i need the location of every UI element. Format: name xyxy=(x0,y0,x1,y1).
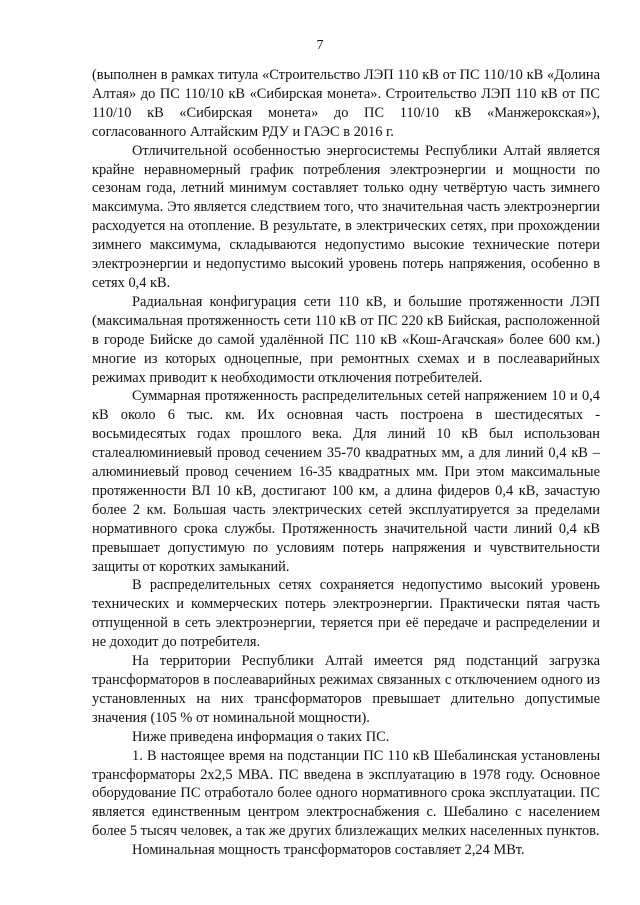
paragraph-substation-intro: Ниже приведена информация о таких ПС. xyxy=(132,728,390,745)
paragraph-substation-loading: На территории Республики Алтай имеется ряд подстанций загрузка трансформаторов в послеаварийных режимах связанных с отключением одного из установленных на них трансформаторов превышает длительно допустимые значения (105 % от номинальной мощности). xyxy=(92,653,600,726)
paragraph-shebalinskaya: 1. В настоящее время на подстанции ПС 110 кВ Шебалинская установлены трансформаторы 2х2,5 МВА. ПС введена в эксплуатацию в 1978 году. Основное оборудование ПС отработало более одного нормативного срока эксплуатации. ПС является единственным центром электроснабжения с. Шебалино с населением более 5 тысяч человек, а так же других близлежащих мелких населенных пунктов. xyxy=(92,747,600,840)
paragraph-radial-configuration: Радиальная конфигурация сети 110 кВ, и большие протяженности ЛЭП (максимальная протяженность сети 110 кВ от ПС 220 кВ Бийская, расположенной в городе Бийске до самой удалённой ПС 110 кВ «Кош-Агачская» более 600 км.) многие из которых одноцепные, при ремонтных схемах и в послеаварийных режимах приводит к необходимости отключения потребителей. xyxy=(92,293,600,386)
page-number: 7 xyxy=(316,38,324,53)
paragraph-continuation: (выполнен в рамках титула «Строительство ЛЭП 110 кВ от ПС 110/10 кВ «Долина Алтая» до ПС 110/10 кВ «Сибирская монета». Строительство ЛЭП 110 кВ от ПС 110/10 кВ «Сибирская монета» до ПС 110/10 кВ «Манжерокская»), согласованного Алтайским РДУ и ГАЭС в 2016 г. xyxy=(92,67,600,140)
paragraph-rated-power: Номинальная мощность трансформаторов составляет 2,24 МВт. xyxy=(132,842,525,859)
document-body xyxy=(92,66,600,860)
paragraph-distribution-networks: Суммарная протяженность распределительных сетей напряжением 10 и 0,4 кВ около 6 тыс. км. Их основная часть построена в шестидесятых - восьмидесятых годах прошлого века. Для линий 10 кВ был использован сталеалюминиевый провод сечением 35-70 квадратных мм, а для линий 0,4 кВ – алюминиевый провод сечением 16-35 квадратных мм. При этом максимальные протяженности ВЛ 10 кВ, достигают 100 км, а длина фидеров 0,4 кВ, зачастую более 2 км. Большая часть электрических сетей эксплуатируется за пределами нормативного срока службы. Протяженность значительной части линий 0,4 кВ превышает допустимую по условиям потерь напряжения и чувствительности защиты от коротких замыканий. xyxy=(92,388,600,575)
paragraph-losses: В распределительных сетях сохраняется недопустимо высокий уровень технических и коммерческих потерь электроэнергии. Практически пятая часть отпущенной в сеть электроэнергии, теряется при её передаче и распределении и не доходит до потребителя. xyxy=(92,577,600,651)
paragraph-consumption-schedule: Отличительной особенностью энергосистемы Республики Алтай является крайне неравномерный график потребления электроэнергии и мощности по сезонам года, летний минимум составляет только одну четвёртую часть зимнего максимума. Это является следствием того, что значительная часть электроэнергии расходуется на отопление. В результате, в электрических сетях, при прохождении зимнего максимума, складываются недопустимо высокие технические потери электроэнергии и недопустимо высокий уровень потерь напряжения, особенно в сетях 0,4 кВ. xyxy=(92,142,600,291)
